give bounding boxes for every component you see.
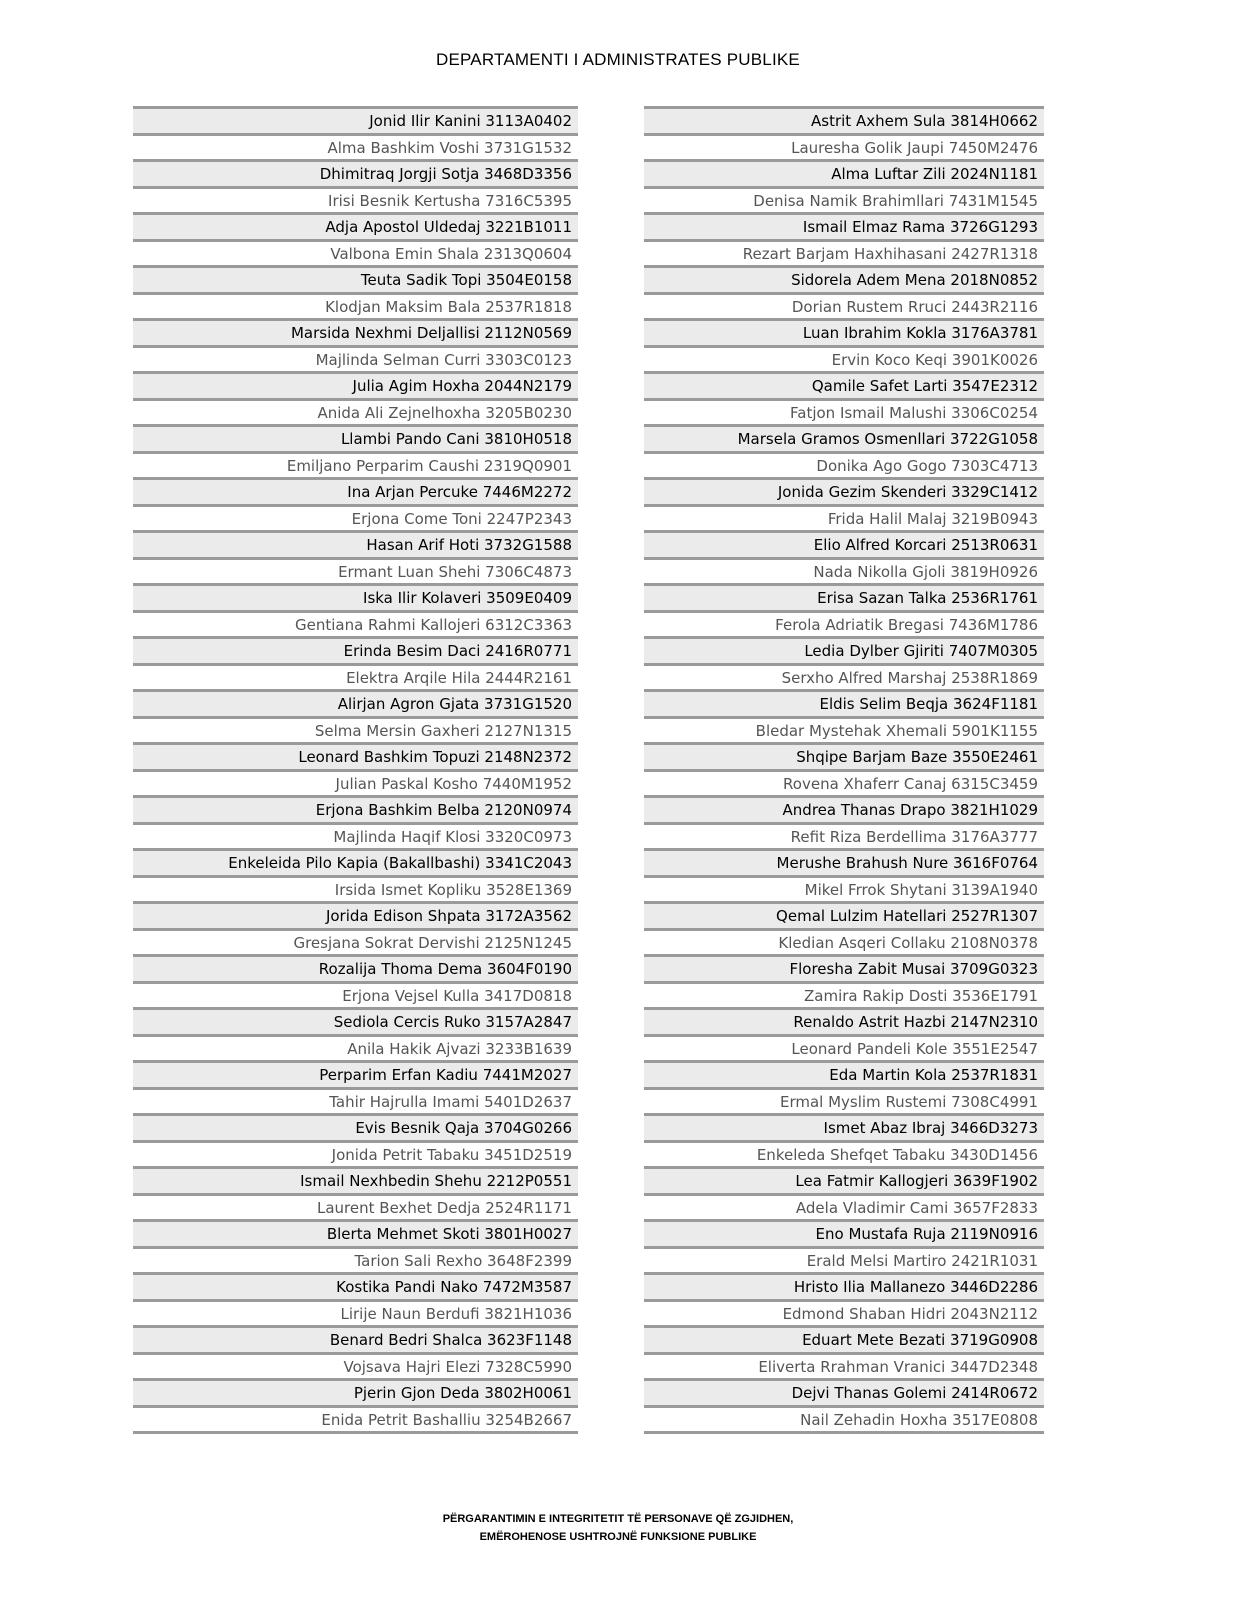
list-item: Pjerin Gjon Deda 3802H0061: [133, 1378, 578, 1405]
list-item: Ervin Koco Keqi 3901K0026: [644, 345, 1044, 372]
list-item: Erald Melsi Martiro 2421R1031: [644, 1246, 1044, 1273]
list-item: Majlinda Selman Curri 3303C0123: [133, 345, 578, 372]
list-item: Edmond Shaban Hidri 2043N2112: [644, 1299, 1044, 1326]
list-item: Rovena Xhaferr Canaj 6315C3459: [644, 769, 1044, 796]
list-item: Teuta Sadik Topi 3504E0158: [133, 265, 578, 292]
list-item: Donika Ago Gogo 7303C4713: [644, 451, 1044, 478]
list-item: Fatjon Ismail Malushi 3306C0254: [644, 398, 1044, 425]
list-item: Marsida Nexhmi Deljallisi 2112N0569: [133, 318, 578, 345]
list-item: Dorian Rustem Rruci 2443R2116: [644, 292, 1044, 319]
list-item: Leonard Pandeli Kole 3551E2547: [644, 1034, 1044, 1061]
list-item: Lea Fatmir Kallogjeri 3639F1902: [644, 1166, 1044, 1193]
list-item: Astrit Axhem Sula 3814H0662: [644, 106, 1044, 133]
list-item: Llambi Pando Cani 3810H0518: [133, 424, 578, 451]
list-item: Eda Martin Kola 2537R1831: [644, 1060, 1044, 1087]
list-item: Perparim Erfan Kadiu 7441M2027: [133, 1060, 578, 1087]
footer: [0, 1510, 1236, 1546]
divider: [644, 1431, 1044, 1434]
list-item: Erjona Bashkim Belba 2120N0974: [133, 795, 578, 822]
list-item: Adja Apostol Uldedaj 3221B1011: [133, 212, 578, 239]
list-item: Ledia Dylber Gjiriti 7407M0305: [644, 636, 1044, 663]
list-item: Renaldo Astrit Hazbi 2147N2310: [644, 1007, 1044, 1034]
list-item: Refit Riza Berdellima 3176A3777: [644, 822, 1044, 849]
list-item: Evis Besnik Qaja 3704G0266: [133, 1113, 578, 1140]
footer-line-2: EMËROHENOSE USHTROJNË FUNKSIONE PUBLIKE: [479, 1531, 757, 1543]
list-item: Alma Luftar Zili 2024N1181: [644, 159, 1044, 186]
list-item: Luan Ibrahim Kokla 3176A3781: [644, 318, 1044, 345]
list-item: Andrea Thanas Drapo 3821H1029: [644, 795, 1044, 822]
list-item: Sidorela Adem Mena 2018N0852: [644, 265, 1044, 292]
list-item: Vojsava Hajri Elezi 7328C5990: [133, 1352, 578, 1379]
list-item: Zamira Rakip Dosti 3536E1791: [644, 981, 1044, 1008]
list-item: Kostika Pandi Nako 7472M3587: [133, 1272, 578, 1299]
list-item: Marsela Gramos Osmenllari 3722G1058: [644, 424, 1044, 451]
list-item: Qemal Lulzim Hatellari 2527R1307: [644, 901, 1044, 928]
list-item: Benard Bedri Shalca 3623F1148: [133, 1325, 578, 1352]
list-item: Ermal Myslim Rustemi 7308C4991: [644, 1087, 1044, 1114]
list-item: Enkeleida Pilo Kapia (Bakallbashi) 3341C2043: [133, 848, 578, 875]
list-item: Majlinda Haqif Klosi 3320C0973: [133, 822, 578, 849]
list-item: Gresjana Sokrat Dervishi 2125N1245: [133, 928, 578, 955]
list-item: Eduart Mete Bezati 3719G0908: [644, 1325, 1044, 1352]
list-item: Jonida Petrit Tabaku 3451D2519: [133, 1140, 578, 1167]
list-item: Alma Bashkim Voshi 3731G1532: [133, 133, 578, 160]
list-item: Hasan Arif Hoti 3732G1588: [133, 530, 578, 557]
list-item: Valbona Emin Shala 2313Q0604: [133, 239, 578, 266]
list-item: Nail Zehadin Hoxha 3517E0808: [644, 1405, 1044, 1432]
list-item: Julia Agim Hoxha 2044N2179: [133, 371, 578, 398]
footer-line-1: PËRGARANTIMIN E INTEGRITETIT TË PERSONAVE QË ZGJIDHEN,: [442, 1513, 794, 1525]
list-item: Alirjan Agron Gjata 3731G1520: [133, 689, 578, 716]
list-item: Iska Ilir Kolaveri 3509E0409: [133, 583, 578, 610]
list-item: Ermant Luan Shehi 7306C4873: [133, 557, 578, 584]
list-item: Enida Petrit Bashalliu 3254B2667: [133, 1405, 578, 1432]
list-item: Julian Paskal Kosho 7440M1952: [133, 769, 578, 796]
list-item: Rezart Barjam Haxhihasani 2427R1318: [644, 239, 1044, 266]
divider: [133, 1431, 578, 1434]
list-item: Enkeleda Shefqet Tabaku 3430D1456: [644, 1140, 1044, 1167]
list-item: Shqipe Barjam Baze 3550E2461: [644, 742, 1044, 769]
list-item: Mikel Frrok Shytani 3139A1940: [644, 875, 1044, 902]
list-item: Eliverta Rrahman Vranici 3447D2348: [644, 1352, 1044, 1379]
list-item: Elio Alfred Korcari 2513R0631: [644, 530, 1044, 557]
list-item: Selma Mersin Gaxheri 2127N1315: [133, 716, 578, 743]
list-item: Ferola Adriatik Bregasi 7436M1786: [644, 610, 1044, 637]
list-item: Eldis Selim Beqja 3624F1181: [644, 689, 1044, 716]
list-item: Erinda Besim Daci 2416R0771: [133, 636, 578, 663]
list-item: Eno Mustafa Ruja 2119N0916: [644, 1219, 1044, 1246]
list-item: Leonard Bashkim Topuzi 2148N2372: [133, 742, 578, 769]
list-item: Serxho Alfred Marshaj 2538R1869: [644, 663, 1044, 690]
list-item: Kledian Asqeri Collaku 2108N0378: [644, 928, 1044, 955]
list-item: Ismail Elmaz Rama 3726G1293: [644, 212, 1044, 239]
list-item: Jonida Gezim Skenderi 3329C1412: [644, 477, 1044, 504]
list-item: Nada Nikolla Gjoli 3819H0926: [644, 557, 1044, 584]
list-item: Adela Vladimir Cami 3657F2833: [644, 1193, 1044, 1220]
list-item: Elektra Arqile Hila 2444R2161: [133, 663, 578, 690]
list-item: Laurent Bexhet Dedja 2524R1171: [133, 1193, 578, 1220]
list-item: Denisa Namik Brahimllari 7431M1545: [644, 186, 1044, 213]
list-item: Rozalija Thoma Dema 3604F0190: [133, 954, 578, 981]
left-column-list: [133, 106, 578, 1434]
list-item: Jonid Ilir Kanini 3113A0402: [133, 106, 578, 133]
page-title: DEPARTAMENTI I ADMINISTRATES PUBLIKE: [436, 50, 800, 69]
list-item: Tahir Hajrulla Imami 5401D2637: [133, 1087, 578, 1114]
list-item: Erisa Sazan Talka 2536R1761: [644, 583, 1044, 610]
list-item: Jorida Edison Shpata 3172A3562: [133, 901, 578, 928]
list-item: Dejvi Thanas Golemi 2414R0672: [644, 1378, 1044, 1405]
list-item: Gentiana Rahmi Kallojeri 6312C3363: [133, 610, 578, 637]
list-item: Merushe Brahush Nure 3616F0764: [644, 848, 1044, 875]
list-item: Irisi Besnik Kertusha 7316C5395: [133, 186, 578, 213]
list-item: Floresha Zabit Musai 3709G0323: [644, 954, 1044, 981]
list-item: Bledar Mystehak Xhemali 5901K1155: [644, 716, 1044, 743]
list-item: Frida Halil Malaj 3219B0943: [644, 504, 1044, 531]
list-item: Anila Hakik Ajvazi 3233B1639: [133, 1034, 578, 1061]
list-item: Lirije Naun Berdufi 3821H1036: [133, 1299, 578, 1326]
right-column-list: [644, 106, 1044, 1434]
list-item: Ismet Abaz Ibraj 3466D3273: [644, 1113, 1044, 1140]
list-item: Erjona Vejsel Kulla 3417D0818: [133, 981, 578, 1008]
list-item: Hristo Ilia Mallanezo 3446D2286: [644, 1272, 1044, 1299]
list-item: Qamile Safet Larti 3547E2312: [644, 371, 1044, 398]
list-item: Ismail Nexhbedin Shehu 2212P0551: [133, 1166, 578, 1193]
list-item: Anida Ali Zejnelhoxha 3205B0230: [133, 398, 578, 425]
list-item: Sediola Cercis Ruko 3157A2847: [133, 1007, 578, 1034]
list-item: Blerta Mehmet Skoti 3801H0027: [133, 1219, 578, 1246]
list-item: Dhimitraq Jorgji Sotja 3468D3356: [133, 159, 578, 186]
list-item: Tarion Sali Rexho 3648F2399: [133, 1246, 578, 1273]
list-item: Emiljano Perparim Caushi 2319Q0901: [133, 451, 578, 478]
list-item: Klodjan Maksim Bala 2537R1818: [133, 292, 578, 319]
list-item: Lauresha Golik Jaupi 7450M2476: [644, 133, 1044, 160]
list-item: Irsida Ismet Kopliku 3528E1369: [133, 875, 578, 902]
list-item: Ina Arjan Percuke 7446M2272: [133, 477, 578, 504]
list-item: Erjona Come Toni 2247P2343: [133, 504, 578, 531]
